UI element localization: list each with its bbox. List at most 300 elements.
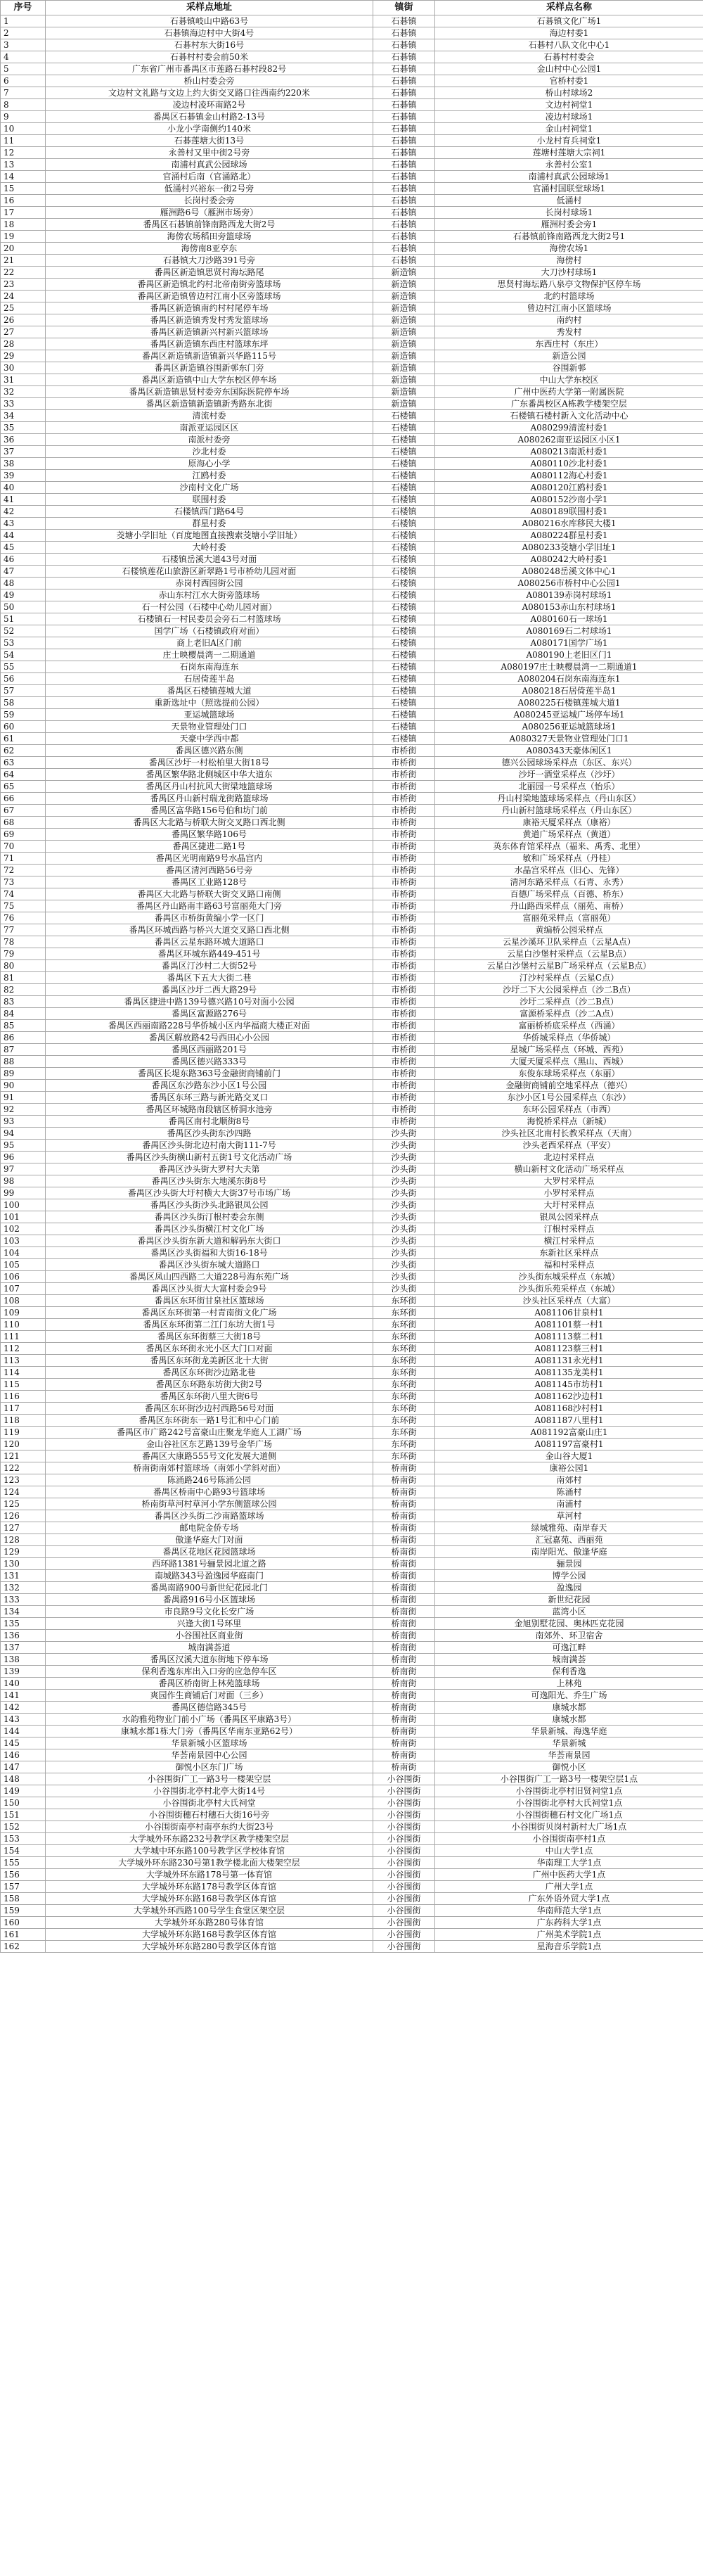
- row-town[interactable]: 桥南街: [373, 1630, 435, 1642]
- row-address[interactable]: 番禺区东环街永光小区大门口对面: [46, 1343, 373, 1355]
- row-town[interactable]: 石楼镇: [373, 494, 435, 506]
- row-site-name[interactable]: 官涌村国联堂球场1: [435, 183, 703, 195]
- row-town[interactable]: 新造镇: [373, 267, 435, 279]
- row-site-name[interactable]: 可逸江畔: [435, 1642, 703, 1654]
- row-serial-number[interactable]: 128: [1, 1534, 46, 1546]
- row-site-name[interactable]: 官桥村委1: [435, 75, 703, 87]
- row-serial-number[interactable]: 118: [1, 1415, 46, 1427]
- row-town[interactable]: 沙头街: [373, 1175, 435, 1187]
- row-town[interactable]: 桥南街: [373, 1642, 435, 1654]
- row-serial-number[interactable]: 84: [1, 1008, 46, 1020]
- row-site-name[interactable]: 南浦村真武公园球场1: [435, 171, 703, 183]
- row-address[interactable]: 番禺区环城东路449-451号: [46, 948, 373, 960]
- row-address[interactable]: 市良路9号文化长安广场: [46, 1606, 373, 1618]
- row-town[interactable]: 市桥街: [373, 793, 435, 805]
- row-site-name[interactable]: 中山大学1点: [435, 1845, 703, 1857]
- row-town[interactable]: 市桥街: [373, 865, 435, 876]
- row-town[interactable]: 石楼镇: [373, 530, 435, 542]
- row-site-name[interactable]: 保利香逸: [435, 1666, 703, 1678]
- row-site-name[interactable]: 百德广场采样点（百德、桥东）: [435, 888, 703, 900]
- row-town[interactable]: 桥南街: [373, 1749, 435, 1761]
- row-site-name[interactable]: 南浦村: [435, 1498, 703, 1510]
- row-address[interactable]: 番禺区新造镇新造镇新秀路东北街: [46, 398, 373, 410]
- row-serial-number[interactable]: 49: [1, 589, 46, 601]
- row-serial-number[interactable]: 14: [1, 171, 46, 183]
- row-serial-number[interactable]: 17: [1, 207, 46, 219]
- row-address[interactable]: 沙南村文化广场: [46, 482, 373, 494]
- row-town[interactable]: 市桥街: [373, 829, 435, 841]
- row-town[interactable]: 新造镇: [373, 338, 435, 350]
- row-serial-number[interactable]: 83: [1, 996, 46, 1008]
- row-town[interactable]: 市桥街: [373, 757, 435, 769]
- row-site-name[interactable]: 蓝湾小区: [435, 1606, 703, 1618]
- row-serial-number[interactable]: 108: [1, 1295, 46, 1307]
- row-site-name[interactable]: 沙圩一酒堂采样点（沙圩）: [435, 769, 703, 781]
- row-site-name[interactable]: 康裕公园1: [435, 1462, 703, 1474]
- row-address[interactable]: 石碁村东大街16号: [46, 39, 373, 51]
- row-serial-number[interactable]: 146: [1, 1749, 46, 1761]
- row-town[interactable]: 石楼镇: [373, 446, 435, 458]
- row-address[interactable]: 华荟南景园中心公园: [46, 1749, 373, 1761]
- row-town[interactable]: 小谷围街: [373, 1797, 435, 1809]
- row-serial-number[interactable]: 20: [1, 243, 46, 255]
- row-serial-number[interactable]: 89: [1, 1068, 46, 1080]
- row-serial-number[interactable]: 5: [1, 63, 46, 75]
- row-address[interactable]: 番禺区沙圩二西大路29号: [46, 984, 373, 996]
- row-address[interactable]: 永善村又里中街2号旁: [46, 147, 373, 159]
- row-serial-number[interactable]: 141: [1, 1690, 46, 1702]
- row-serial-number[interactable]: 53: [1, 637, 46, 649]
- row-address[interactable]: 小谷围街广工一路3号一楼架空层: [46, 1773, 373, 1785]
- row-serial-number[interactable]: 35: [1, 422, 46, 434]
- row-serial-number[interactable]: 142: [1, 1702, 46, 1714]
- row-site-name[interactable]: 汀根村采样点: [435, 1223, 703, 1235]
- row-serial-number[interactable]: 92: [1, 1104, 46, 1116]
- row-serial-number[interactable]: 127: [1, 1522, 46, 1534]
- row-site-name[interactable]: A080242大岭村委1: [435, 554, 703, 566]
- row-site-name[interactable]: 金融街商铺前空地采样点（德兴）: [435, 1080, 703, 1092]
- row-address[interactable]: 大学城外环东路280号体育馆: [46, 1917, 373, 1929]
- row-town[interactable]: 市桥街: [373, 996, 435, 1008]
- row-site-name[interactable]: 草河村: [435, 1510, 703, 1522]
- row-town[interactable]: 桥南街: [373, 1702, 435, 1714]
- row-town[interactable]: 市桥街: [373, 1068, 435, 1080]
- row-town[interactable]: 桥南街: [373, 1666, 435, 1678]
- row-address[interactable]: 番禺区市桥街黄编小学一区门: [46, 912, 373, 924]
- row-serial-number[interactable]: 94: [1, 1128, 46, 1140]
- row-town[interactable]: 小谷围街: [373, 1821, 435, 1833]
- row-address[interactable]: 石碁莲塘大街13号: [46, 135, 373, 147]
- row-site-name[interactable]: 文边村祠堂1: [435, 99, 703, 111]
- row-site-name[interactable]: 桥山村球场2: [435, 87, 703, 99]
- row-town[interactable]: 桥南街: [373, 1690, 435, 1702]
- row-site-name[interactable]: A080171国学广场1: [435, 637, 703, 649]
- row-address[interactable]: 重新选址中（照选提前公园）: [46, 697, 373, 709]
- row-serial-number[interactable]: 61: [1, 733, 46, 745]
- header-address[interactable]: 采样点地址: [46, 1, 373, 15]
- row-site-name[interactable]: 秀发村: [435, 326, 703, 338]
- row-town[interactable]: 小谷围街: [373, 1905, 435, 1917]
- row-address[interactable]: 庄士映樱晨湾一二期通道: [46, 649, 373, 661]
- row-serial-number[interactable]: 37: [1, 446, 46, 458]
- row-address[interactable]: 爽园作生商铺后门对面（三乡）: [46, 1690, 373, 1702]
- row-town[interactable]: 石碁镇: [373, 243, 435, 255]
- row-serial-number[interactable]: 80: [1, 960, 46, 972]
- row-town[interactable]: 新造镇: [373, 350, 435, 362]
- row-site-name[interactable]: 富丽苑采样点（富丽苑）: [435, 912, 703, 924]
- row-address[interactable]: 番禺区沙头街东城大道路口: [46, 1259, 373, 1271]
- row-serial-number[interactable]: 121: [1, 1450, 46, 1462]
- row-site-name[interactable]: A081101蔡一村1: [435, 1319, 703, 1331]
- row-address[interactable]: 番禺区繁华路106号: [46, 829, 373, 841]
- row-site-name[interactable]: 大圩村采样点: [435, 1199, 703, 1211]
- row-site-name[interactable]: 南约村: [435, 314, 703, 326]
- row-serial-number[interactable]: 95: [1, 1140, 46, 1152]
- row-site-name[interactable]: 凌边村球场1: [435, 111, 703, 123]
- row-serial-number[interactable]: 23: [1, 279, 46, 291]
- row-serial-number[interactable]: 12: [1, 147, 46, 159]
- row-serial-number[interactable]: 64: [1, 769, 46, 781]
- row-town[interactable]: 石楼镇: [373, 506, 435, 518]
- header-serial-number[interactable]: 序号: [1, 1, 46, 15]
- row-site-name[interactable]: 康城水都: [435, 1714, 703, 1726]
- row-site-name[interactable]: 长岗村球场1: [435, 207, 703, 219]
- row-serial-number[interactable]: 45: [1, 542, 46, 554]
- row-address[interactable]: 番禺区解放路42号西田心小公园: [46, 1032, 373, 1044]
- row-town[interactable]: 市桥街: [373, 876, 435, 888]
- row-town[interactable]: 市桥街: [373, 853, 435, 865]
- row-address[interactable]: 番禺区市广路242号富豪山庄聚龙华庭人工湖广场: [46, 1427, 373, 1439]
- row-town[interactable]: 小谷围街: [373, 1869, 435, 1881]
- row-address[interactable]: 番禺区东环街第二江门东坊大街1号: [46, 1319, 373, 1331]
- row-serial-number[interactable]: 102: [1, 1223, 46, 1235]
- row-town[interactable]: 小谷围街: [373, 1773, 435, 1785]
- row-site-name[interactable]: 小罗村采样点: [435, 1187, 703, 1199]
- row-town[interactable]: 小谷围街: [373, 1857, 435, 1869]
- row-site-name[interactable]: 华南师范大学1点: [435, 1905, 703, 1917]
- row-address[interactable]: 番禺区工业路128号: [46, 876, 373, 888]
- row-town[interactable]: 桥南街: [373, 1654, 435, 1666]
- row-serial-number[interactable]: 87: [1, 1044, 46, 1056]
- row-address[interactable]: 群星村委: [46, 518, 373, 530]
- row-serial-number[interactable]: 7: [1, 87, 46, 99]
- row-site-name[interactable]: A080262南亚运园区小区1: [435, 434, 703, 446]
- row-town[interactable]: 市桥街: [373, 745, 435, 757]
- row-address[interactable]: 番禺区东环街蔡三大街18号: [46, 1331, 373, 1343]
- row-address[interactable]: 茭塘小学旧址（百度地图直接搜索茭塘小学旧址）: [46, 530, 373, 542]
- row-town[interactable]: 新造镇: [373, 291, 435, 302]
- row-serial-number[interactable]: 41: [1, 494, 46, 506]
- row-town[interactable]: 东环街: [373, 1391, 435, 1403]
- row-site-name[interactable]: A080169石二村球场1: [435, 625, 703, 637]
- row-town[interactable]: 石碁镇: [373, 27, 435, 39]
- row-address[interactable]: 番禺区环城西路与桥兴大道交叉路口西北侧: [46, 924, 373, 936]
- row-address[interactable]: 番禺区新造镇新造镇新兴华路115号: [46, 350, 373, 362]
- row-address[interactable]: 小谷围街南亭村南亭东约大街23号: [46, 1821, 373, 1833]
- row-address[interactable]: 雁洲路6号（雁洲市场旁）: [46, 207, 373, 219]
- row-address[interactable]: 海傍农场稻田旁篮球场: [46, 231, 373, 243]
- row-site-name[interactable]: 富源桥采样点（沙二A点）: [435, 1008, 703, 1020]
- row-address[interactable]: 大学城外环东路230号第1教学楼北面大楼架空层: [46, 1857, 373, 1869]
- row-site-name[interactable]: 小谷围街北亭村旧贤祠堂1点: [435, 1785, 703, 1797]
- row-serial-number[interactable]: 73: [1, 876, 46, 888]
- row-town[interactable]: 石楼镇: [373, 410, 435, 422]
- row-town[interactable]: 石碁镇: [373, 147, 435, 159]
- row-address[interactable]: 南城路343号盈逸园华庭南门: [46, 1570, 373, 1582]
- row-address[interactable]: 番禺区西丽路201号: [46, 1044, 373, 1056]
- row-town[interactable]: 市桥街: [373, 984, 435, 996]
- row-town[interactable]: 新造镇: [373, 398, 435, 410]
- row-serial-number[interactable]: 133: [1, 1594, 46, 1606]
- row-serial-number[interactable]: 19: [1, 231, 46, 243]
- row-serial-number[interactable]: 85: [1, 1020, 46, 1032]
- row-site-name[interactable]: 东沙小区1号公园采样点（东沙）: [435, 1092, 703, 1104]
- row-serial-number[interactable]: 151: [1, 1809, 46, 1821]
- row-serial-number[interactable]: 33: [1, 398, 46, 410]
- row-site-name[interactable]: A080110沙北村委1: [435, 458, 703, 470]
- row-town[interactable]: 桥南街: [373, 1522, 435, 1534]
- row-serial-number[interactable]: 58: [1, 697, 46, 709]
- row-address[interactable]: 番禺区沙头街北边村南大街111-7号: [46, 1140, 373, 1152]
- row-town[interactable]: 市桥街: [373, 888, 435, 900]
- row-serial-number[interactable]: 88: [1, 1056, 46, 1068]
- row-serial-number[interactable]: 54: [1, 649, 46, 661]
- row-site-name[interactable]: A081162沙边村1: [435, 1391, 703, 1403]
- row-town[interactable]: 石楼镇: [373, 470, 435, 482]
- row-address[interactable]: 番禺区东环街沙边村西路56号对面: [46, 1403, 373, 1415]
- row-serial-number[interactable]: 22: [1, 267, 46, 279]
- row-serial-number[interactable]: 75: [1, 900, 46, 912]
- row-town[interactable]: 东环街: [373, 1331, 435, 1343]
- row-town[interactable]: 桥南街: [373, 1714, 435, 1726]
- row-site-name[interactable]: 新造公园: [435, 350, 703, 362]
- row-town[interactable]: 市桥街: [373, 769, 435, 781]
- row-serial-number[interactable]: 70: [1, 841, 46, 853]
- row-address[interactable]: 番禺区东环街八里大街6号: [46, 1391, 373, 1403]
- row-address[interactable]: 大学城中环东路100号教学区学校体育馆: [46, 1845, 373, 1857]
- row-address[interactable]: 番禺南路900号新世纪花园北门: [46, 1582, 373, 1594]
- row-serial-number[interactable]: 137: [1, 1642, 46, 1654]
- row-site-name[interactable]: 谷围新邨: [435, 362, 703, 374]
- row-address[interactable]: 番禺区桥南中心路93号篮球场: [46, 1486, 373, 1498]
- row-address[interactable]: 番禺区石楼镇莲城大道: [46, 685, 373, 697]
- row-site-name[interactable]: 英东体育馆采样点（福来、禹秀、北里）: [435, 841, 703, 853]
- row-site-name[interactable]: 华景新城: [435, 1737, 703, 1749]
- row-town[interactable]: 桥南街: [373, 1486, 435, 1498]
- row-serial-number[interactable]: 8: [1, 99, 46, 111]
- row-town[interactable]: 石楼镇: [373, 649, 435, 661]
- row-town[interactable]: 市桥街: [373, 1116, 435, 1128]
- row-serial-number[interactable]: 6: [1, 75, 46, 87]
- row-serial-number[interactable]: 39: [1, 470, 46, 482]
- row-site-name[interactable]: 北边村采样点: [435, 1152, 703, 1163]
- row-site-name[interactable]: 大厦天厦采样点（黑山、西城）: [435, 1056, 703, 1068]
- row-town[interactable]: 小谷围街: [373, 1833, 435, 1845]
- row-town[interactable]: 桥南街: [373, 1582, 435, 1594]
- row-site-name[interactable]: A080256亚运城篮球场1: [435, 721, 703, 733]
- row-serial-number[interactable]: 150: [1, 1797, 46, 1809]
- row-site-name[interactable]: 敏和广场采样点（丹桂）: [435, 853, 703, 865]
- row-site-name[interactable]: 华侨城采样点（华侨城）: [435, 1032, 703, 1044]
- row-serial-number[interactable]: 26: [1, 314, 46, 326]
- row-address[interactable]: 小谷围街穗石村穗石大街16号旁: [46, 1809, 373, 1821]
- row-town[interactable]: 石碁镇: [373, 159, 435, 171]
- row-town[interactable]: 桥南街: [373, 1498, 435, 1510]
- row-town[interactable]: 沙头街: [373, 1271, 435, 1283]
- row-serial-number[interactable]: 50: [1, 601, 46, 613]
- row-town[interactable]: 石碁镇: [373, 51, 435, 63]
- row-site-name[interactable]: 水晶宫采样点（旧心、先锋）: [435, 865, 703, 876]
- row-town[interactable]: 市桥街: [373, 1020, 435, 1032]
- row-serial-number[interactable]: 113: [1, 1355, 46, 1367]
- row-town[interactable]: 新造镇: [373, 374, 435, 386]
- row-town[interactable]: 市桥街: [373, 1092, 435, 1104]
- row-address[interactable]: 番禺区东环街龙美新区北十大街: [46, 1355, 373, 1367]
- row-address[interactable]: 番禺区新造镇谷围新邨东门旁: [46, 362, 373, 374]
- row-serial-number[interactable]: 86: [1, 1032, 46, 1044]
- row-serial-number[interactable]: 74: [1, 888, 46, 900]
- row-site-name[interactable]: A080245亚运城广场停车场1: [435, 709, 703, 721]
- row-site-name[interactable]: 汇冠嘉苑、西丽苑: [435, 1534, 703, 1546]
- row-site-name[interactable]: 石碁镇文化广场1: [435, 15, 703, 27]
- row-site-name[interactable]: A080197庄士映樱晨湾一二期通道1: [435, 661, 703, 673]
- row-serial-number[interactable]: 52: [1, 625, 46, 637]
- row-serial-number[interactable]: 76: [1, 912, 46, 924]
- row-serial-number[interactable]: 4: [1, 51, 46, 63]
- row-address[interactable]: 番禺区沙头街东沙四路: [46, 1128, 373, 1140]
- row-serial-number[interactable]: 106: [1, 1271, 46, 1283]
- row-site-name[interactable]: 华南理工大学1点: [435, 1857, 703, 1869]
- row-site-name[interactable]: 金山村祠堂1: [435, 123, 703, 135]
- row-address[interactable]: 广东省广州市番禺区市莲路石碁村段82号: [46, 63, 373, 75]
- row-town[interactable]: 新造镇: [373, 362, 435, 374]
- row-serial-number[interactable]: 13: [1, 159, 46, 171]
- row-address[interactable]: 番禺区石碁镇前锋南路西龙大街2号: [46, 219, 373, 231]
- row-serial-number[interactable]: 96: [1, 1152, 46, 1163]
- row-town[interactable]: 石碁镇: [373, 135, 435, 147]
- row-serial-number[interactable]: 134: [1, 1606, 46, 1618]
- row-serial-number[interactable]: 111: [1, 1331, 46, 1343]
- row-address[interactable]: 番禺区捷进中路139号德兴路10号对面小公园: [46, 996, 373, 1008]
- row-address[interactable]: 联围村委: [46, 494, 373, 506]
- row-site-name[interactable]: 黄编桥公园采样点: [435, 924, 703, 936]
- row-site-name[interactable]: A080153赤山东村球场1: [435, 601, 703, 613]
- row-site-name[interactable]: 广州中医药大学第一附属医院: [435, 386, 703, 398]
- row-site-name[interactable]: 云星白沙堡村采样点（云星B点）: [435, 948, 703, 960]
- row-address[interactable]: 海傍南8亚亭东: [46, 243, 373, 255]
- row-town[interactable]: 东环街: [373, 1379, 435, 1391]
- row-town[interactable]: 市桥街: [373, 817, 435, 829]
- row-address[interactable]: 御悦小区东门广场: [46, 1761, 373, 1773]
- row-town[interactable]: 新造镇: [373, 326, 435, 338]
- row-address[interactable]: 番禺区东环路东坊街大街2号: [46, 1379, 373, 1391]
- row-serial-number[interactable]: 78: [1, 936, 46, 948]
- row-serial-number[interactable]: 43: [1, 518, 46, 530]
- row-town[interactable]: 石碁镇: [373, 111, 435, 123]
- row-site-name[interactable]: 新世纪花园: [435, 1594, 703, 1606]
- row-serial-number[interactable]: 10: [1, 123, 46, 135]
- row-serial-number[interactable]: 157: [1, 1881, 46, 1893]
- row-serial-number[interactable]: 120: [1, 1439, 46, 1450]
- row-town[interactable]: 东环街: [373, 1295, 435, 1307]
- row-town[interactable]: 桥南街: [373, 1594, 435, 1606]
- row-town[interactable]: 石碁镇: [373, 183, 435, 195]
- row-serial-number[interactable]: 124: [1, 1486, 46, 1498]
- row-address[interactable]: 番禺区沙头街横山新村五街1号文化活动广场: [46, 1152, 373, 1163]
- row-address[interactable]: 长岗村委会旁: [46, 195, 373, 207]
- row-site-name[interactable]: 北约村篮球场: [435, 291, 703, 302]
- row-address[interactable]: 番禺区沙圩一村松柏里大街18号: [46, 757, 373, 769]
- row-serial-number[interactable]: 97: [1, 1163, 46, 1175]
- row-site-name[interactable]: 康城水都: [435, 1702, 703, 1714]
- row-town[interactable]: 市桥街: [373, 781, 435, 793]
- row-address[interactable]: 番禺区新造镇曾边村江南小区旁篮球场: [46, 291, 373, 302]
- row-town[interactable]: 市桥街: [373, 1008, 435, 1020]
- row-address[interactable]: 石楼镇石一村民委员会旁石二村篮球场: [46, 613, 373, 625]
- row-address[interactable]: 傲逢华庭大门对面: [46, 1534, 373, 1546]
- row-town[interactable]: 新造镇: [373, 314, 435, 326]
- row-town[interactable]: 东环街: [373, 1415, 435, 1427]
- row-address[interactable]: 番禺区大北路与桥联大街交叉路口西北侧: [46, 817, 373, 829]
- row-address[interactable]: 石碁村村委会前50米: [46, 51, 373, 63]
- row-address[interactable]: 大学城外环东路280号教学区体育馆: [46, 1941, 373, 1953]
- row-site-name[interactable]: 黄道广场采样点（黄道）: [435, 829, 703, 841]
- row-town[interactable]: 桥南街: [373, 1726, 435, 1737]
- row-town[interactable]: 石楼镇: [373, 422, 435, 434]
- row-site-name[interactable]: A080139赤岗村球场1: [435, 589, 703, 601]
- row-town[interactable]: 石楼镇: [373, 721, 435, 733]
- row-site-name[interactable]: A080152沙南小学1: [435, 494, 703, 506]
- row-address[interactable]: 番禺区汉溪大道东街地下停车场: [46, 1654, 373, 1666]
- row-town[interactable]: 桥南街: [373, 1510, 435, 1522]
- row-town[interactable]: 小谷围街: [373, 1929, 435, 1941]
- row-address[interactable]: 商上老旧A区门前: [46, 637, 373, 649]
- row-address[interactable]: 番禺区新造镇秀发村秀发篮球场: [46, 314, 373, 326]
- row-town[interactable]: 小谷围街: [373, 1917, 435, 1929]
- row-site-name[interactable]: 盈逸园: [435, 1582, 703, 1594]
- header-site-name[interactable]: 采样点名称: [435, 1, 703, 15]
- row-site-name[interactable]: A081113蔡二村1: [435, 1331, 703, 1343]
- row-address[interactable]: 番禺路916号小区篮球场: [46, 1594, 373, 1606]
- row-site-name[interactable]: 丹山新村篮球场采样点（丹山东区）: [435, 805, 703, 817]
- row-serial-number[interactable]: 138: [1, 1654, 46, 1666]
- row-serial-number[interactable]: 140: [1, 1678, 46, 1690]
- row-site-name[interactable]: 小谷围街南亭村1点: [435, 1833, 703, 1845]
- row-address[interactable]: 番禺区南村北顺街8号: [46, 1116, 373, 1128]
- row-serial-number[interactable]: 147: [1, 1761, 46, 1773]
- row-serial-number[interactable]: 136: [1, 1630, 46, 1642]
- row-site-name[interactable]: 星海音乐学院1点: [435, 1941, 703, 1953]
- row-town[interactable]: 东环街: [373, 1403, 435, 1415]
- row-address[interactable]: 番禺区东环街第一村青南街文化广场: [46, 1307, 373, 1319]
- row-serial-number[interactable]: 153: [1, 1833, 46, 1845]
- row-serial-number[interactable]: 155: [1, 1857, 46, 1869]
- row-site-name[interactable]: 广东药科大学1点: [435, 1917, 703, 1929]
- row-town[interactable]: 桥南街: [373, 1678, 435, 1690]
- row-site-name[interactable]: 石碁镇前锋南路西龙大街2号1: [435, 231, 703, 243]
- row-town[interactable]: 石楼镇: [373, 434, 435, 446]
- row-serial-number[interactable]: 2: [1, 27, 46, 39]
- row-serial-number[interactable]: 46: [1, 554, 46, 566]
- row-site-name[interactable]: 沙头街乐苑采样点（东城）: [435, 1283, 703, 1295]
- row-site-name[interactable]: 南郊外、环卫宿舍: [435, 1630, 703, 1642]
- row-serial-number[interactable]: 29: [1, 350, 46, 362]
- row-town[interactable]: 小谷围街: [373, 1881, 435, 1893]
- row-site-name[interactable]: A081197富豪村1: [435, 1439, 703, 1450]
- row-address[interactable]: 番禺区新造镇北约村北帝南街旁篮球场: [46, 279, 373, 291]
- row-town[interactable]: 石楼镇: [373, 589, 435, 601]
- row-serial-number[interactable]: 143: [1, 1714, 46, 1726]
